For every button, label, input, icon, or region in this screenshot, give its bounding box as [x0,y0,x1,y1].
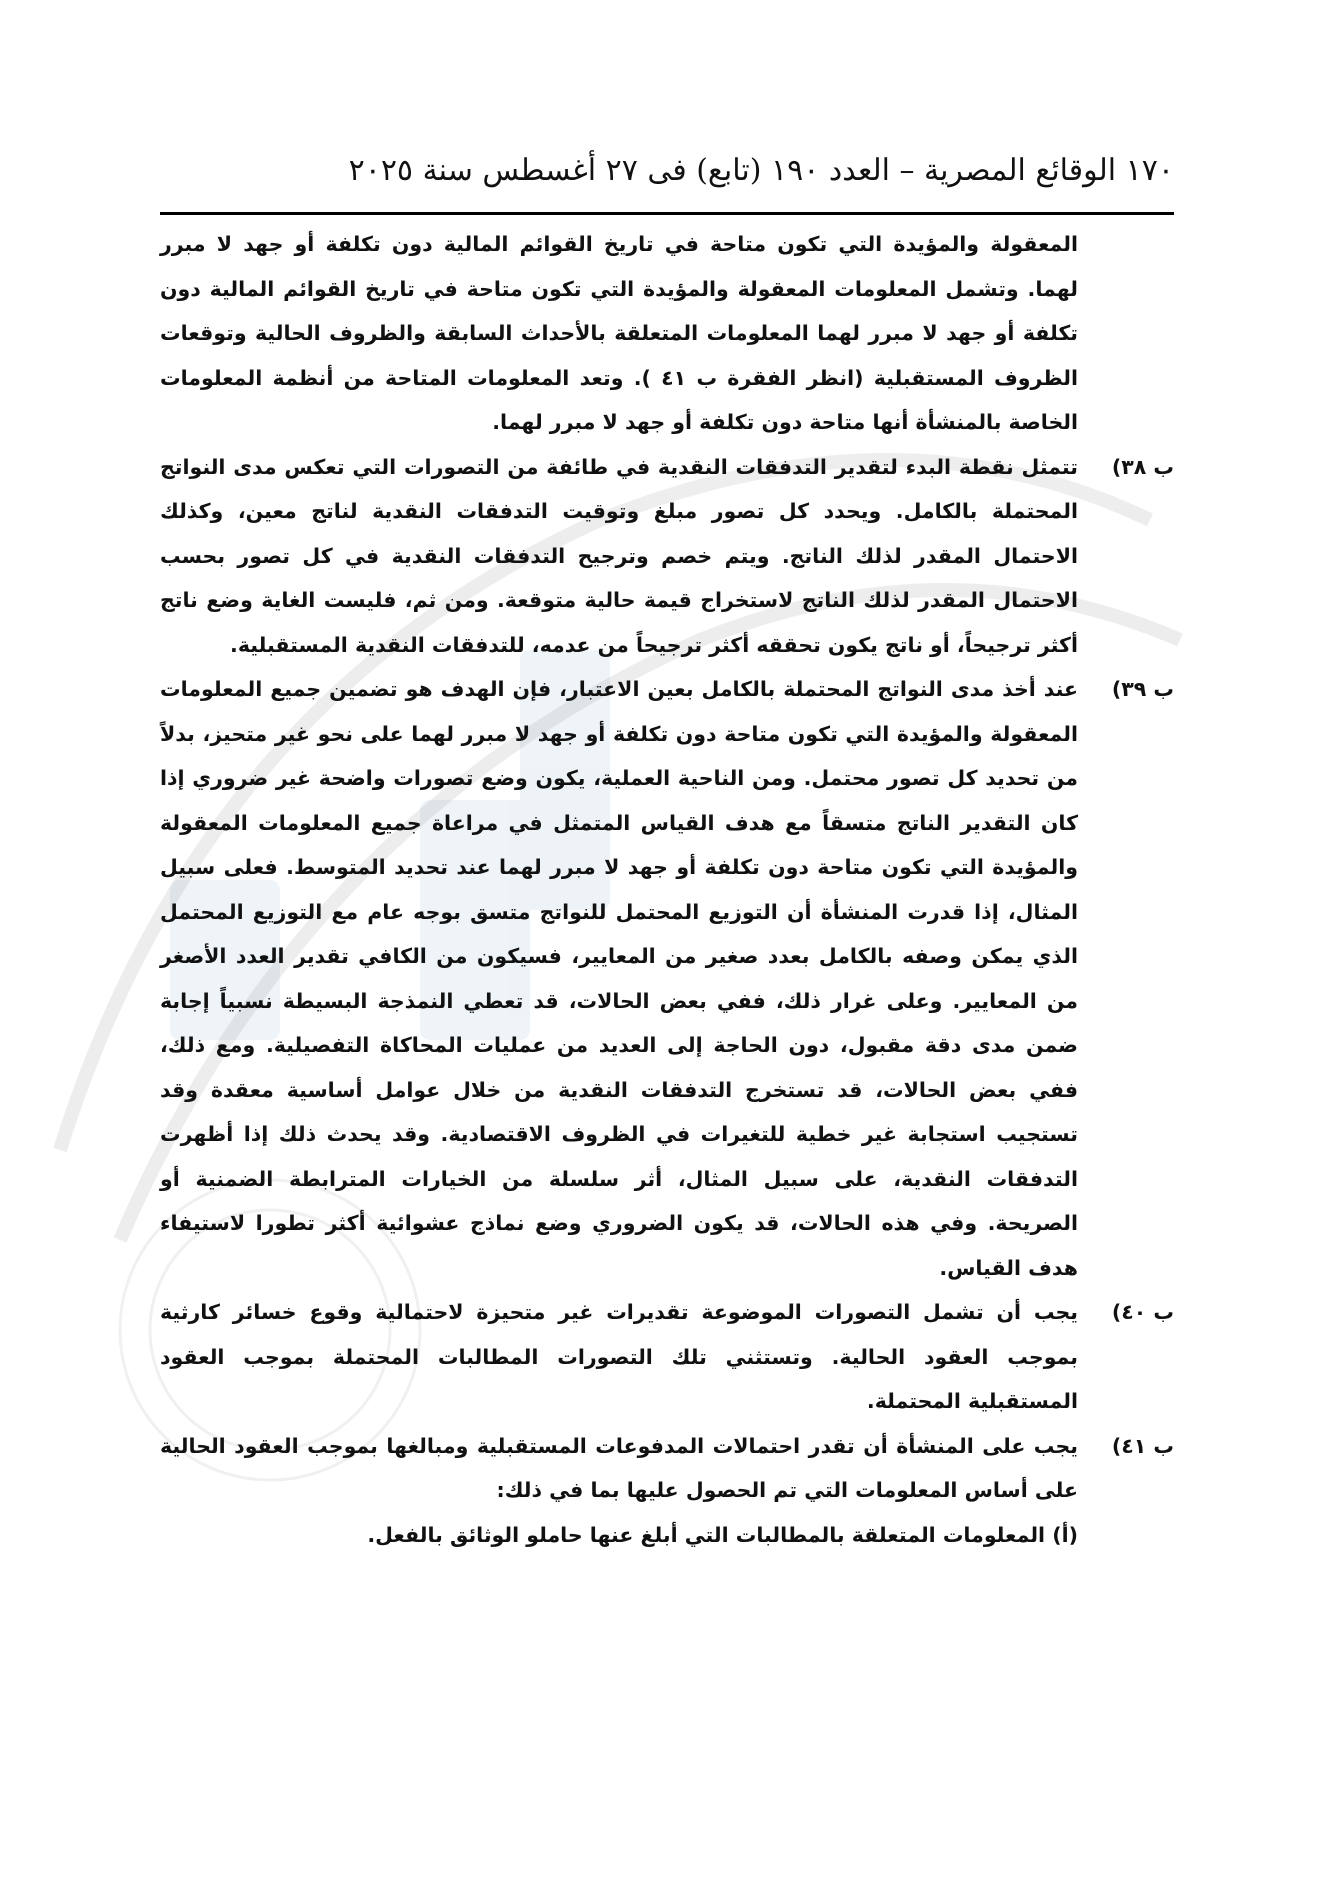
paragraph-number: ب ٣٨) [1111,454,1174,479]
paragraph-b38 [160,445,1174,668]
paragraph-text: يجب على المنشأة أن تقدر احتمالات المدفوعات المستقبلية ومبالغها بموجب العقود الحالية على أساس المعلومات التي تم الحصول عليها بما في ذلك: [160,1433,1078,1502]
paragraph-text: تتمثل نقطة البدء لتقدير التدفقات النقدية في طائفة من التصورات التي تعكس مدى النواتج المحتملة بالكامل. ويحدد كل تصور مبلغ وتوقيت التدفقات النقدية لناتج معين، وكذلك الاحتمال المقدر لذلك الناتج. ويتم خصم وترجيح التدفقات النقدية في كل تصور بحسب الاحتمال المقدر لذلك الناتج لاستخراج قيمة حالية متوقعة. ومن ثم، فليست الغاية وضع ناتج أكثر ترجيحاً، أو ناتج يكون تحققه أكثر ترجيحاً من عدمه، للتدفقات النقدية المستقبلية. [160,454,1078,657]
page-header: ١٧٠ الوقائع المصرية – العدد ١٩٠ (تابع) فى ٢٧ أغسطس سنة ٢٠٢٥ [348,153,1174,188]
paragraph-b41 [160,1424,1174,1513]
document-body [160,222,1174,1557]
paragraph-number: ب ٣٩) [1111,677,1174,701]
paragraph-b40 [160,1290,1174,1424]
list-item-a: (أ) المعلومات المتعلقة بالمطالبات التي أبلغ عنها حاملو الوثائق بالفعل. [367,1522,1078,1547]
paragraph-b39 [160,667,1174,1290]
paragraph-number: ب ٤٠) [1111,1300,1174,1324]
paragraph-text: يجب أن تشمل التصورات الموضوعة تقديرات غير متحيزة لاحتمالية وقوع خسائر كارثية بموجب العقود الحالية. وتستثني تلك التصورات المطالبات المحتملة بموجب العقود المستقبلية المحتملة. [160,1300,1078,1413]
paragraph-text: عند أخذ مدى النواتج المحتملة بالكامل بعين الاعتبار، فإن الهدف هو تضمين جميع المعلومات المعقولة والمؤيدة التي تكون متاحة دون تكلفة أو جهد لا مبرر لهما على نحو غير متحيز، بدلاً من تحديد كل تصور محتمل. ومن الناحية العملية، يكون وضع تصورات واضحة غير ضروري إذا كان التقدير الناتج متسقاً مع هدف القياس المتمثل في مراعاة جميع المعلومات المعقولة والمؤيدة التي تكون متاحة دون تكلفة أو جهد لا مبرر لهما عند تحديد المتوسط. فعلى سبيل المثال، إذا قدرت المنشأة أن التوزيع المحتمل للنواتج متسق بوجه عام مع التوزيع المحتمل الذي يمكن وصفه بالكامل بعدد صغير من المعايير، فسيكون من الكافي تقدير العدد الأصغر من المعايير. وعلى غرار ذلك، ففي بعض الحالات، قد تعطي النمذجة البسيطة نسبياً إجابة ضمن مدى دقة مقبول، دون الحاجة إلى العديد من عمليات المحاكاة التفصيلية. ومع ذلك، ففي بعض الحالات، قد تستخرج التدفقات النقدية من خلال عوامل أساسية معقدة وقد تستجيب استجابة غير خطية للتغيرات في الظروف الاقتصادية. وقد يحدث ذلك إذا أظهرت التدفقات النقدية، على سبيل المثال، أثر سلسلة من الخيارات المترابطة الضمنية أو الصريحة. وفي هذه الحالات، قد يكون الضروري وضع نماذج عشوائية أكثر تطورا لاستيفاء هدف القياس. [160,677,1078,1280]
continuation-paragraph: المعقولة والمؤيدة التي تكون متاحة في تاريخ القوائم المالية دون تكلفة أو جهد لا مبرر لهما. وتشمل المعلومات المعقولة والمؤيدة التي تكون متاحة في تاريخ القوائم المالية دون تكلفة أو جهد لا مبرر لهما المعلومات المتعلقة بالأحداث السابقة والظروف الحالية وتوقعات الظروف المستقبلية (انظر الفقرة ب ٤١ ). وتعد المعلومات المتاحة من أنظمة المعلومات الخاصة بالمنشأة أنها متاحة دون تكلفة أو جهد لا مبرر لهما. [160,232,1078,434]
paragraph-number: ب ٤١) [1111,1433,1174,1458]
header-divider [160,212,1174,215]
